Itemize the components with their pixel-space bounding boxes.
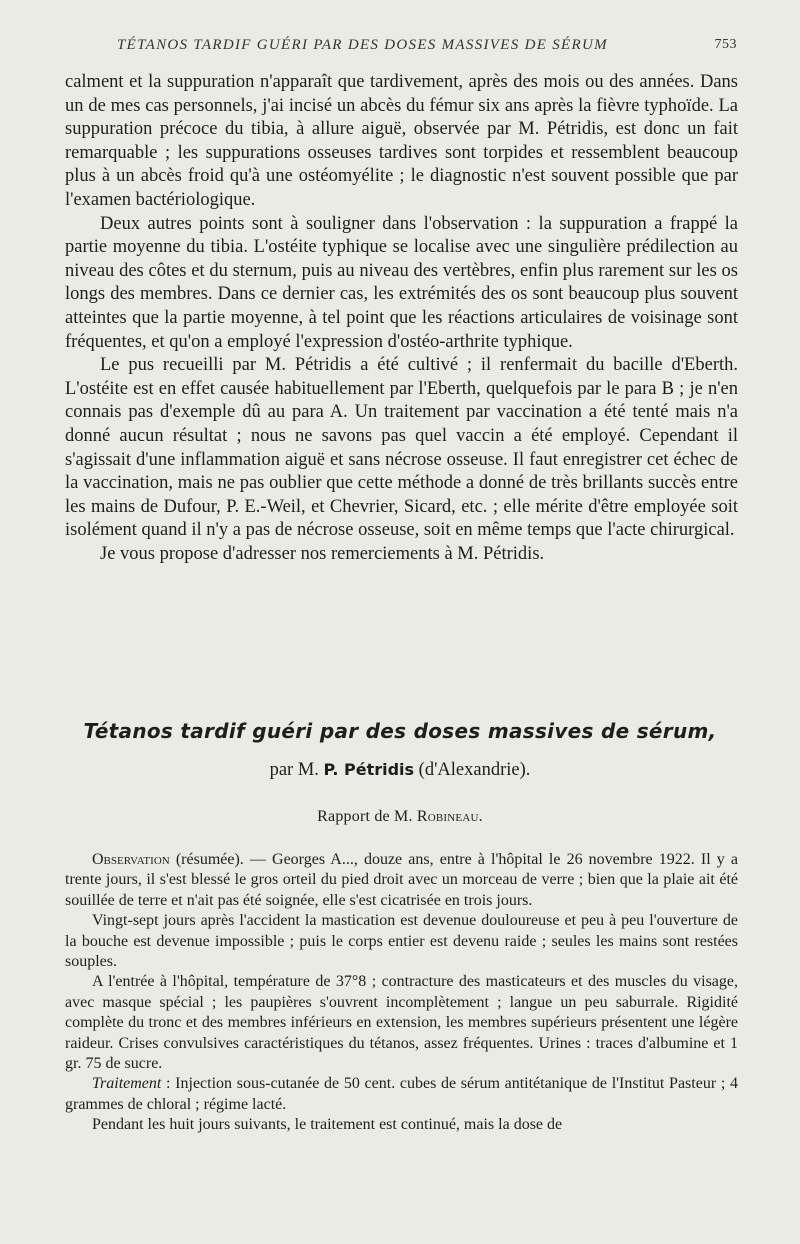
paragraph: Deux autres points sont à souligner dans l'observation : la suppuration a frappé la partie moyenne du tibia. L'ostéite typhique se localise avec une singulière prédilection au niveau des côtes et du sternum, puis au niveau des vertèbres, enfin plus rarement sur les os longs des membres. Dans ce dernier cas, les extrémités des os sont beaucoup plus souvent atteintes que la partie moyenne, à tel point que les réactions articulaires de voisinage sont fréquentes, et qu'on a employé l'expression d'ostéo-arthrite typhique. [65, 213, 738, 352]
byline-prefix: par M. [269, 760, 319, 780]
reporter-name: Robineau. [416, 808, 483, 825]
paragraph: Vingt-sept jours après l'accident la mastication est devenue douloureuse et peu à peu l'ouverture de la bouche est devenue impossible ; puis le corps entier est devenu raide ; seules les mains sont restées souples. [65, 912, 738, 971]
report-prefix: Rapport de M. [317, 808, 413, 825]
paragraph [65, 850, 738, 911]
treatment-text: : Injection sous-cutanée de 50 cent. cubes de sérum antitétanique de l'Institut Pasteur ; 4 grammes de chloral ; régime lacté. [65, 1075, 738, 1113]
previous-article-text [65, 71, 738, 566]
report-line [0, 808, 800, 826]
treatment-label: Traitement [92, 1075, 162, 1093]
observation-label: Observation [92, 851, 170, 868]
paragraph: Pendant les huit jours suivants, le traitement est continué, mais la dose de [92, 1116, 563, 1134]
paragraph: Je vous propose d'adresser nos remerciements à M. Pétridis. [100, 543, 545, 564]
author-name: P. Pétridis [323, 760, 415, 779]
paragraph: Le pus recueilli par M. Pétridis a été cultivé ; il renfermait du bacille d'Eberth. L'ostéite est en effet causée habituellement par l'Eberth, quelquefois par le para B ; je n'en connais pas d'exemple dû au para A. Un traitement par vaccination a été tenté mais n'a donné aucun résultat ; nous ne savons pas quel vaccin a été employé. Cependant il s'agissait d'une inflammation aiguë et sans nécrose osseuse. Il faut enregistrer cet échec de la vaccination, mais ne pas oublier que cette méthode a donné de très brillants succès entre les mains de Dufour, P. E.-Weil, et Chevrier, Sicard, etc. ; elle mérite d'être employée soit isolément quand il n'y a pas de nécrose osseuse, soit en même temps que l'acte chirurgical. [65, 355, 738, 541]
running-head [117, 37, 737, 61]
running-title: TÉTANOS TARDIF GUÉRI PAR DES DOSES MASSIVES DE SÉRUM [117, 37, 608, 53]
observation-text [65, 850, 738, 1136]
page-number: 753 [714, 37, 737, 52]
byline [0, 760, 800, 781]
paragraph: calment et la suppuration n'apparaît que tardivement, après des mois ou des années. Dans un de mes cas personnels, j'ai incisé un abcès du fémur six ans après la fièvre typhoïde. La suppuration précoce du tibia, à allure aiguë, observée par M. Pétridis, est donc un fait remarquable ; les suppurations osseuses tardives sont torpides et ressemblent beaucoup plus à un abcès froid qu'à une ostéomyélite ; le diagnostic n'est souvent possible que par l'examen bactériologique. [65, 72, 738, 210]
paragraph [65, 1074, 738, 1115]
byline-suffix: (d'Alexandrie). [418, 760, 531, 780]
paragraph: A l'entrée à l'hôpital, température de 37°8 ; contracture des masticateurs et des muscles du visage, avec masque spécial ; les paupières s'ouvrent incomplètement ; langue un peu saburrale. Rigidité complète du tronc et des membres inférieurs en extension, les membres supérieurs présentent une légère raideur. Crises convulsives caractéristiques du tétanos, assez fréquentes. Urines : traces d'albumine et 1 gr. 75 de sucre. [65, 973, 738, 1073]
article-title: Tétanos tardif guéri par des doses massives de sérum, [83, 719, 717, 743]
observation-text-1: (résumée). — Georges A..., douze ans, entre à l'hôpital le 26 novembre 1922. Il y a trente jours, il s'est blessé le gros orteil du pied droit avec un morceau de verre ; bien que la plaie ait été souillée de terre et n'ait pas été soignée, elle s'est cicatrisée en trois jours. [65, 851, 738, 909]
